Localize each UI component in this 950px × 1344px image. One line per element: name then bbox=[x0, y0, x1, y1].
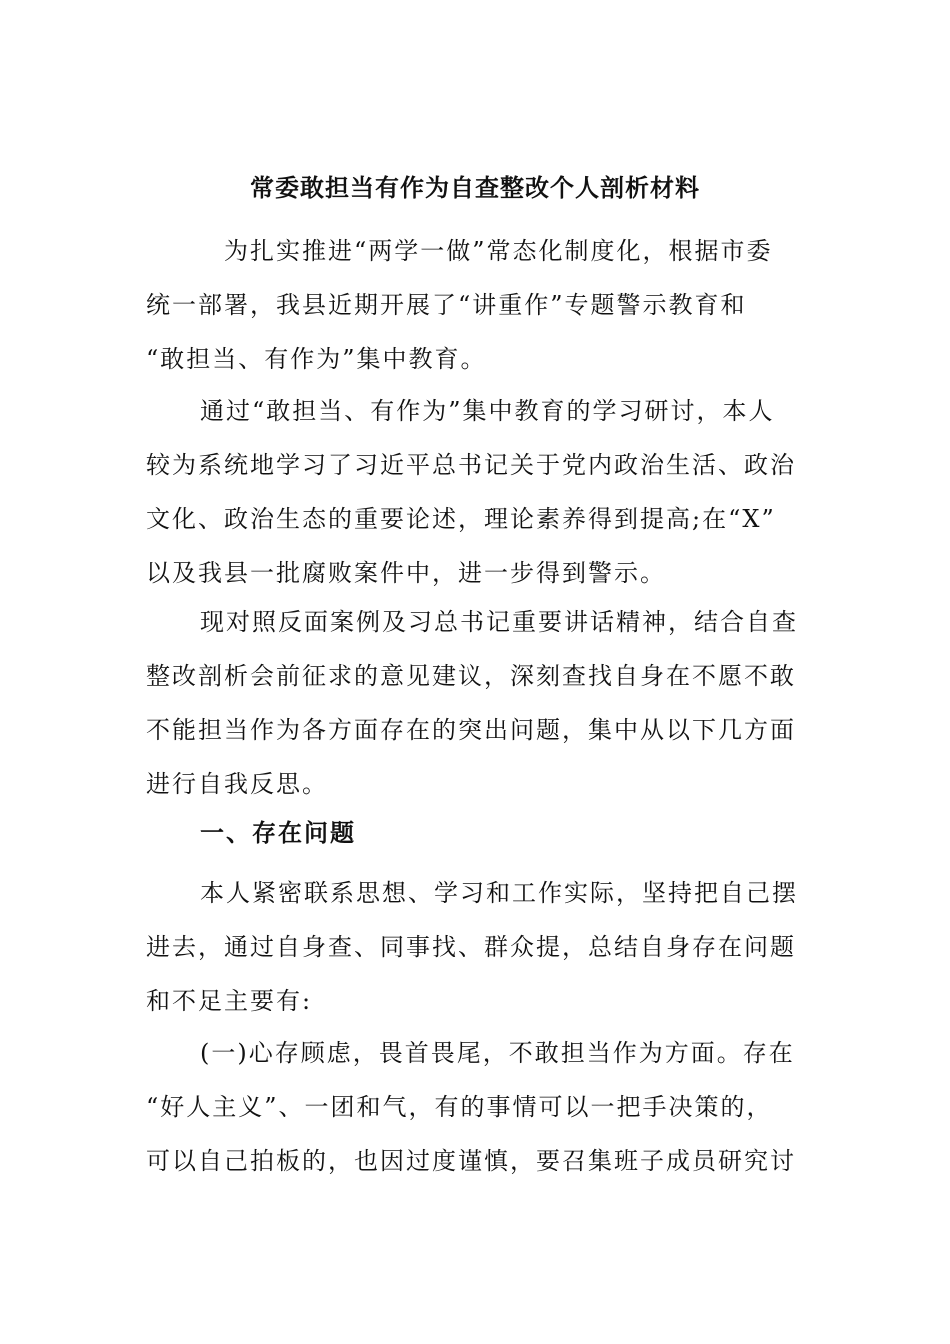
paragraph-line: 进去，通过自身查、同事找、群众提，总结自身存在问题 bbox=[146, 933, 796, 961]
paragraph-line: 为扎实推进“两学一做”常态化制度化，根据市委 bbox=[224, 237, 773, 265]
paragraph-line: (一)心存顾虑，畏首畏尾，不敢担当作为方面。存在 bbox=[200, 1039, 795, 1067]
paragraph-problems-intro bbox=[146, 866, 798, 1028]
paragraph-line: “敢担当、有作为”集中教育。 bbox=[146, 345, 487, 373]
paragraph-line: 不能担当作为各方面存在的突出问题，集中从以下几方面 bbox=[146, 716, 796, 744]
paragraph-line: 整改剖析会前征求的意见建议，深刻查找自身在不愿不敢 bbox=[146, 662, 796, 690]
section-heading bbox=[146, 806, 786, 860]
paragraph-line: “好人主义”、一团和气，有的事情可以一把手决策的， bbox=[146, 1093, 773, 1121]
paragraph-intro bbox=[146, 224, 786, 386]
paragraph-line: 通过“敢担当、有作为”集中教育的学习研讨，本人 bbox=[200, 397, 775, 425]
paragraph-line: 现对照反面案例及习总书记重要讲话精神，结合自查 bbox=[200, 608, 798, 636]
paragraph-line: 进行自我反思。 bbox=[146, 770, 328, 798]
paragraph-item-one bbox=[146, 1026, 796, 1188]
document-title: 常委敢担当有作为自查整改个人剖析材料 bbox=[250, 173, 700, 202]
paragraph-study bbox=[146, 384, 796, 600]
paragraph-line: 以及我县一批腐败案件中，进一步得到警示。 bbox=[146, 559, 666, 587]
paragraph-line: 本人紧密联系思想、学习和工作实际，坚持把自己摆 bbox=[200, 879, 798, 907]
paragraph-line: 可以自己拍板的，也因过度谨慎，要召集班子成员研究讨 bbox=[146, 1147, 796, 1175]
paragraph-line: 文化、政治生态的重要论述，理论素养得到提高;在“X” bbox=[146, 505, 776, 533]
section-heading-text: 一、存在问题 bbox=[200, 818, 356, 847]
paragraph-reflection bbox=[146, 595, 798, 811]
paragraph-line: 较为系统地学习了习近平总书记关于党内政治生活、政治 bbox=[146, 451, 796, 479]
paragraph-line: 统一部署，我县近期开展了“讲重作”专题警示教育和 bbox=[146, 291, 747, 319]
paragraph-line: 和不足主要有: bbox=[146, 987, 313, 1015]
